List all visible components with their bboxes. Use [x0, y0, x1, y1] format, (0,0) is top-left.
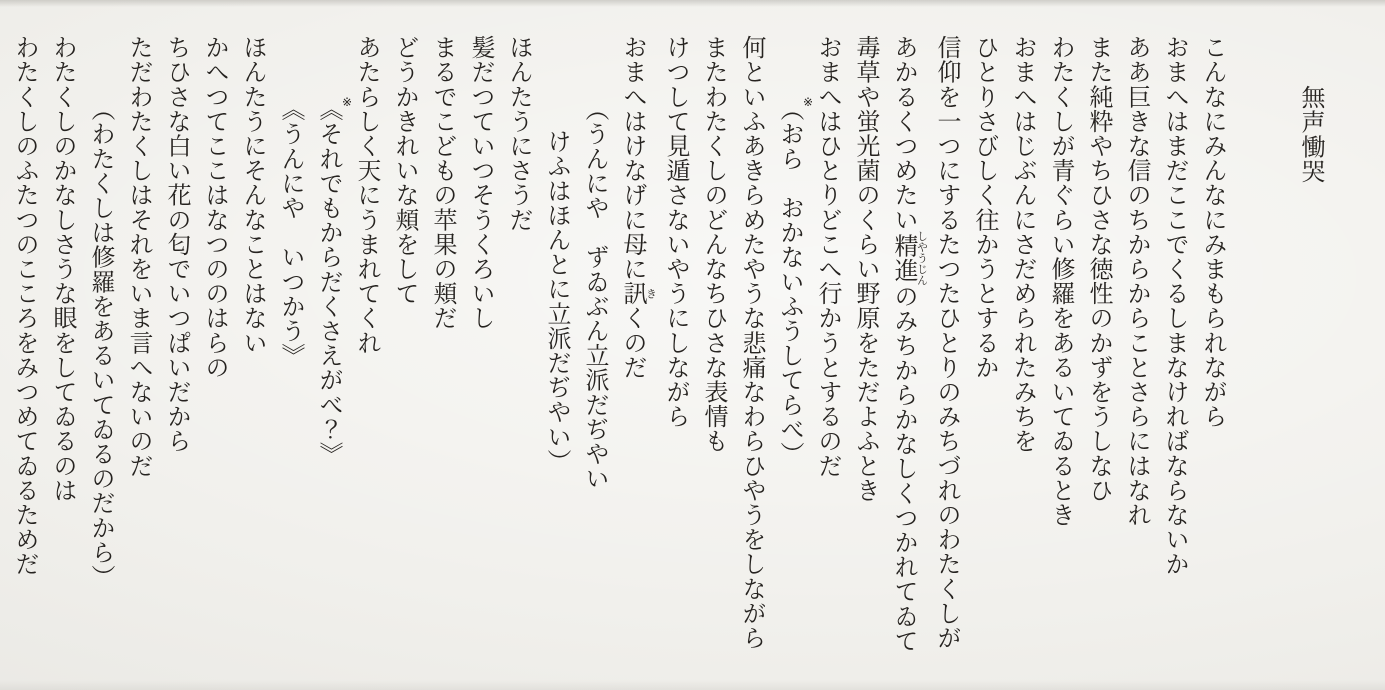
poem-line: わたくしのふたつのこころをみつめてゐるためだ	[11, 35, 39, 577]
furigana: き	[644, 281, 658, 306]
poem-line: ※ 《それでもからだくさえがべ？》	[315, 95, 354, 467]
poem-line: おまへはまだここでくるしまなければならないか	[1161, 35, 1189, 577]
poem-line: また純粋やちひさな徳性のかずをうしなひ	[1085, 35, 1113, 503]
poem-line: 《うんにや いつかう》	[277, 97, 305, 368]
poem-line: （うんにや ずゐぶん立派だぢやい	[581, 97, 609, 491]
ruby-annotated-word: 訊き	[619, 281, 658, 306]
poem-line: 信仰を一つにするたつたひとりのみちづれのわたくしが	[933, 35, 961, 650]
poem-line: ひとりさびしく往かうとするか	[971, 35, 999, 380]
poem-line: ちひさな白い花の匂でいつぱいだから	[163, 35, 191, 454]
poem-line: ほんたうにそんなことはない	[239, 35, 267, 355]
poem-line: あかるくつめたい精進しやうじんのみちからかなしくつかれてゐて	[890, 35, 929, 653]
poem-line: どうかきれいな頬をして	[391, 35, 419, 306]
poem-line: わたくしのかなしさうな眼をしてゐるのは	[49, 35, 77, 503]
poem-body	[6, 35, 1232, 670]
poem-title: 無声慟哭	[1297, 85, 1325, 184]
poem-line: わたくしが青ぐらい修羅をあるいてゐるとき	[1047, 35, 1075, 527]
poem-line: 髪だつていつそうくろいし	[467, 35, 495, 331]
poem-line: ※ （おら おかないふうしてらべ）	[776, 95, 815, 467]
poem	[6, 35, 1330, 670]
poem-line: 毒草や蛍光菌のくらい野原をただよふとき	[852, 35, 880, 503]
poem-line: こんなにみんなにみまもられながら	[1199, 35, 1227, 429]
poem-line: けつして見遁さないやうにしながら	[662, 35, 690, 429]
poem-line: おまへはひとりどこへ行かうとするのだ	[814, 35, 842, 478]
poem-line: おまへはじぶんにさだめられたみちを	[1009, 35, 1037, 454]
poem-line: ああ巨きな信のちからからことさらにはなれ	[1123, 35, 1151, 527]
poem-line: 何といふあきらめたやうな悲痛なわらひやうをしながら	[738, 35, 766, 650]
poem-line: あたらしく天にうまれてくれ	[353, 35, 381, 355]
poem-line: ただわたくしはそれをいま言へないのだ	[125, 35, 153, 478]
poem-line: おまへはけなげに母に訊きくのだ	[619, 35, 658, 380]
poem-line: かへつてここはなつののはらの	[201, 35, 229, 380]
ruby-annotated-word: 精進しやうじん	[890, 230, 929, 286]
poem-line: けふはほんとに立派だぢやい）	[543, 128, 571, 473]
poem-line: （わたくしは修羅をあるいてゐるのだから）	[87, 97, 115, 590]
poem-line: またわたくしのどんなちひさな表情も	[700, 35, 728, 454]
reference-mark: ※	[340, 95, 354, 110]
furigana: しやうじん	[915, 230, 929, 286]
poem-line: ほんたうにさうだ	[505, 35, 533, 232]
poem-line: まるでこどもの苹果の頬だ	[429, 35, 457, 331]
reference-mark: ※	[801, 95, 815, 110]
